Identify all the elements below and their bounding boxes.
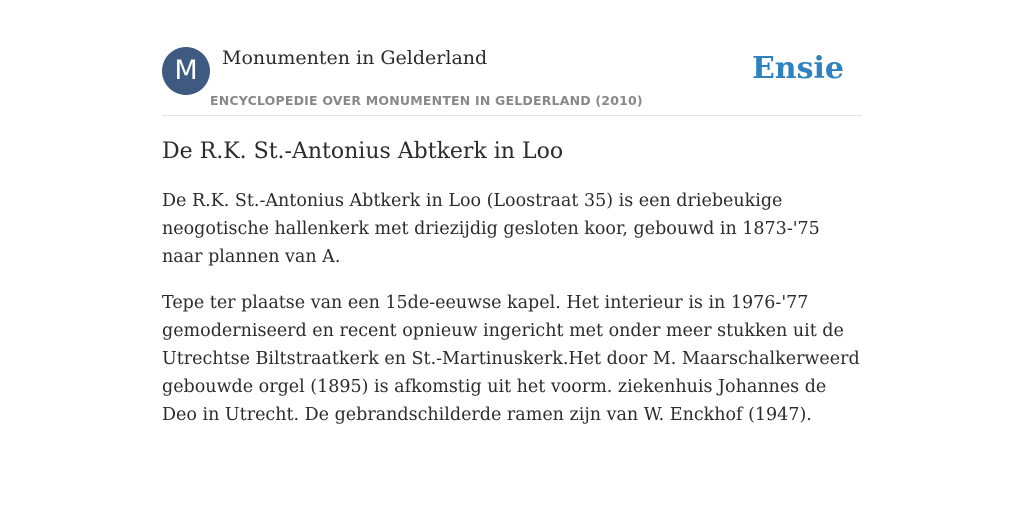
source-avatar[interactable]: M [162, 47, 210, 95]
source-header [162, 47, 862, 116]
entry-title: De R.K. St.-Antonius Abtkerk in Loo [162, 139, 564, 164]
source-subtitle: ENCYCLOPEDIE OVER MONUMENTEN IN GELDERLAND (2010) [210, 93, 643, 108]
entry-paragraph-2: Tepe ter plaatse van een 15de-eeuwse kapel. Het interieur is in 1976-'77 gemoderniseerd en recent opnieuw ingericht met onder meer stukken uit de Utrechtse Biltstraatkerk en St.-Martinuskerk.Het door M. Maarschalkerweerd gebouwde orgel (1895) is afkomstig uit het voorm. ziekenhuis Johannes de Deo in Utrecht. De gebrandschilderde ramen zijn van W. Enckhof (1947). [162, 293, 860, 425]
entry-paragraph-1: De R.K. St.-Antonius Abtkerk in Loo (Loostraat 35) is een driebeukige neogotische hallenkerk met driezijdig gesloten koor, gebouwd in 1873-'75 naar plannen van A. [162, 191, 820, 267]
ensie-logo[interactable]: Ensie [751, 51, 844, 86]
source-title[interactable]: Monumenten in Gelderland [222, 47, 488, 69]
entry-card [162, 47, 862, 429]
